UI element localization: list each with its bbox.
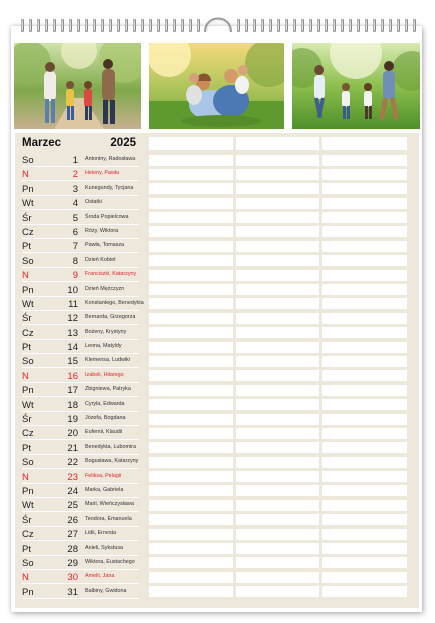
note-cell[interactable] (149, 169, 233, 180)
note-cell[interactable] (322, 298, 407, 309)
name-day-label: Benedykta, Lubomira (85, 443, 136, 450)
note-cell[interactable] (149, 543, 233, 554)
name-day-label: Józefa, Bogdana (85, 415, 126, 422)
note-cell[interactable] (236, 557, 319, 568)
day-number: 21 (67, 442, 78, 454)
day-row (15, 585, 419, 599)
name-day-label: Bożeny, Krystyny (85, 328, 127, 335)
note-cell[interactable] (322, 543, 407, 554)
note-cell[interactable] (236, 385, 319, 396)
name-day-label: Pawła, Tomasza (85, 242, 125, 249)
note-cell[interactable] (149, 557, 233, 568)
note-cell[interactable] (236, 284, 319, 295)
note-cell[interactable] (236, 183, 319, 194)
day-row (15, 542, 419, 556)
weekday-label: So (22, 557, 34, 569)
day-row (15, 556, 419, 570)
note-cell[interactable] (236, 241, 319, 252)
note-cell[interactable] (149, 428, 233, 439)
day-row (15, 369, 419, 383)
name-day-label: Feliksa, Pelagii (85, 472, 122, 479)
note-cell[interactable] (322, 241, 407, 252)
name-day-label: Leona, Matyldy (85, 343, 122, 350)
day-row (15, 340, 419, 354)
name-day-label: Balbiny, Gwidona (85, 587, 127, 594)
note-cell[interactable] (322, 414, 407, 425)
day-row (15, 311, 419, 325)
note-column-header (236, 137, 319, 150)
note-cell[interactable] (149, 241, 233, 252)
note-cell[interactable] (236, 169, 319, 180)
name-day-label: Konstantego, Benedykta (85, 299, 144, 306)
day-number: 5 (72, 212, 78, 224)
note-cell[interactable] (236, 342, 319, 353)
note-cell[interactable] (149, 529, 233, 540)
name-day-label: Dzień Kobiet (85, 256, 116, 263)
name-day-label: Marii, Wieńczysława (85, 501, 134, 508)
note-cell[interactable] (322, 529, 407, 540)
weekday-label: So (22, 457, 34, 469)
day-row (15, 182, 419, 196)
day-number: 16 (67, 370, 78, 382)
note-cell[interactable] (322, 557, 407, 568)
note-cell[interactable] (322, 514, 407, 525)
note-cell[interactable] (236, 457, 319, 468)
note-cell[interactable] (149, 586, 233, 597)
note-cell[interactable] (236, 543, 319, 554)
note-cell[interactable] (236, 298, 319, 309)
weekday-label: Wt (22, 399, 34, 411)
weekday-label: So (22, 155, 34, 166)
note-cell[interactable] (322, 212, 407, 223)
name-day-label: Dzień Mężczyzn (85, 285, 125, 292)
day-row (15, 513, 419, 527)
note-cell[interactable] (149, 342, 233, 353)
day-number: 6 (72, 226, 78, 238)
day-row (15, 455, 419, 469)
note-cell[interactable] (322, 255, 407, 266)
weekday-label: Pt (22, 241, 31, 253)
name-day-label: Antoniny, Radosława (85, 156, 136, 162)
weekday-label: Cz (22, 529, 34, 541)
weekday-label: Śr (22, 212, 32, 224)
day-number: 15 (67, 356, 78, 368)
day-number: 9 (72, 270, 78, 282)
day-row (15, 211, 419, 225)
day-row (15, 268, 419, 282)
note-cell[interactable] (149, 471, 233, 482)
note-cell[interactable] (149, 183, 233, 194)
weekday-label: Pt (22, 442, 31, 454)
weekday-label: Cz (22, 428, 34, 440)
note-cell[interactable] (236, 399, 319, 410)
day-row (15, 153, 419, 167)
day-row (15, 297, 419, 311)
note-cell[interactable] (236, 370, 319, 381)
note-cell[interactable] (149, 255, 233, 266)
note-cell[interactable] (149, 399, 233, 410)
note-cell[interactable] (236, 500, 319, 511)
day-row (15, 239, 419, 253)
note-column-header (322, 137, 407, 150)
day-number: 4 (72, 198, 78, 210)
year-title: 2025 (110, 137, 136, 149)
note-cell[interactable] (149, 198, 233, 209)
day-row (15, 470, 419, 484)
weekday-label: Wt (22, 298, 34, 310)
note-cell[interactable] (322, 500, 407, 511)
note-column-header (149, 137, 233, 150)
weekday-label: Wt (22, 500, 34, 512)
day-row (15, 441, 419, 455)
day-row (15, 527, 419, 541)
day-number: 31 (67, 586, 78, 598)
name-day-label: Bogusława, Katarzyny (85, 458, 139, 465)
note-cell[interactable] (322, 226, 407, 237)
name-day-label: Anieli, Sykstusa (85, 544, 124, 551)
note-cell[interactable] (236, 414, 319, 425)
note-cell[interactable] (236, 313, 319, 324)
name-day-label: Bernarda, Grzegorza (85, 314, 136, 321)
weekday-label: Pn (22, 284, 34, 296)
day-number: 10 (67, 284, 78, 296)
weekday-label: Cz (22, 327, 34, 339)
day-row (15, 354, 419, 368)
note-cell[interactable] (236, 255, 319, 266)
note-cell[interactable] (236, 572, 319, 583)
weekday-label: N (22, 270, 29, 282)
note-cell[interactable] (149, 226, 233, 237)
weekday-label: Śr (22, 414, 32, 426)
note-cell[interactable] (322, 399, 407, 410)
note-cell[interactable] (322, 155, 407, 166)
weekday-label: Pn (22, 586, 34, 598)
weekday-label: N (22, 169, 29, 181)
day-number: 26 (67, 514, 78, 526)
note-cell[interactable] (322, 428, 407, 439)
note-cell[interactable] (236, 356, 319, 367)
weekday-label: N (22, 471, 29, 483)
day-row (15, 167, 419, 181)
name-day-label: Lidii, Ernesta (85, 530, 117, 537)
note-cell[interactable] (236, 442, 319, 453)
name-day-label: Teodora, Emanuela (85, 515, 132, 522)
note-cell[interactable] (149, 414, 233, 425)
note-cell[interactable] (322, 485, 407, 496)
day-number: 20 (67, 428, 78, 440)
name-day-label: Heleny, Pawła (85, 170, 120, 177)
note-cell[interactable] (236, 212, 319, 223)
day-number: 12 (67, 313, 78, 325)
day-number: 29 (67, 557, 78, 569)
name-day-label: Kunegundy, Tycjana (85, 184, 134, 191)
name-day-label: Franciszki, Katarzyny (85, 271, 137, 278)
weekday-label: N (22, 370, 29, 382)
name-day-label: Środa Popielcowa (85, 213, 129, 220)
note-cell[interactable] (149, 457, 233, 468)
note-cell[interactable] (149, 212, 233, 223)
note-cell[interactable] (149, 356, 233, 367)
note-cell[interactable] (236, 485, 319, 496)
note-cell[interactable] (149, 514, 233, 525)
note-cell[interactable] (236, 270, 319, 281)
day-number: 25 (67, 500, 78, 512)
weekday-label: Pn (22, 183, 34, 195)
day-row (15, 225, 419, 239)
note-cell[interactable] (149, 485, 233, 496)
note-cell[interactable] (322, 457, 407, 468)
note-cell[interactable] (322, 356, 407, 367)
photo-family-walking (14, 43, 141, 129)
note-cell[interactable] (322, 270, 407, 281)
day-row (15, 412, 419, 426)
name-day-label: Izabeli, Hilarego (85, 371, 124, 378)
day-row (15, 283, 419, 297)
day-row (15, 426, 419, 440)
name-day-label: Marka, Gabriela (85, 486, 124, 493)
note-cell[interactable] (149, 385, 233, 396)
weekday-label: Cz (22, 226, 34, 238)
day-row (15, 326, 419, 340)
day-row (15, 570, 419, 584)
note-cell[interactable] (322, 572, 407, 583)
note-cell[interactable] (236, 155, 319, 166)
weekday-label: So (22, 356, 34, 368)
note-cell[interactable] (322, 183, 407, 194)
day-row (15, 498, 419, 512)
note-cell[interactable] (322, 313, 407, 324)
name-day-label: Eufemii, Klaudii (85, 429, 123, 436)
day-number: 11 (68, 298, 78, 310)
weekday-label: N (22, 572, 29, 584)
day-row (15, 383, 419, 397)
day-number: 23 (67, 471, 78, 483)
name-day-label: Róży, Wiktora (85, 227, 119, 234)
note-cell[interactable] (149, 500, 233, 511)
day-row (15, 398, 419, 412)
note-cell[interactable] (322, 327, 407, 338)
note-cell[interactable] (236, 226, 319, 237)
note-cell[interactable] (236, 471, 319, 482)
note-cell[interactable] (149, 284, 233, 295)
day-row (15, 484, 419, 498)
day-number: 28 (67, 543, 78, 555)
note-cell[interactable] (322, 586, 407, 597)
day-number: 24 (67, 485, 78, 497)
name-day-label: Klemensa, Ludwiki (85, 357, 130, 364)
note-cell[interactable] (322, 342, 407, 353)
note-cell[interactable] (236, 514, 319, 525)
day-number: 2 (72, 169, 78, 181)
note-cell[interactable] (236, 586, 319, 597)
note-cell[interactable] (149, 270, 233, 281)
note-cell[interactable] (149, 155, 233, 166)
note-cell[interactable] (236, 327, 319, 338)
day-number: 22 (67, 457, 78, 469)
weekday-label: Pt (22, 543, 31, 555)
photo-family-sitting (149, 43, 284, 129)
day-number: 27 (67, 529, 78, 541)
note-cell[interactable] (236, 529, 319, 540)
day-number: 30 (67, 572, 78, 584)
note-cell[interactable] (236, 198, 319, 209)
day-number: 19 (67, 414, 78, 426)
day-number: 8 (72, 255, 78, 267)
note-cell[interactable] (322, 169, 407, 180)
day-number: 7 (72, 241, 78, 253)
weekday-label: So (22, 255, 34, 267)
day-number: 17 (67, 385, 78, 397)
day-number: 13 (67, 327, 78, 339)
calendar-header (22, 137, 136, 151)
note-cell[interactable] (322, 370, 407, 381)
weekday-label: Śr (22, 313, 32, 325)
note-cell[interactable] (149, 442, 233, 453)
photo-family-running (292, 43, 420, 129)
name-day-label: Ostatki (85, 199, 102, 206)
name-day-label: Zbigniewa, Patryka (85, 386, 131, 393)
row-divider (22, 598, 139, 599)
day-number: 18 (67, 399, 78, 411)
weekday-label: Pn (22, 385, 34, 397)
note-cell[interactable] (322, 284, 407, 295)
weekday-label: Pn (22, 485, 34, 497)
month-title: Marzec (22, 137, 61, 149)
day-row (15, 196, 419, 210)
note-cell[interactable] (149, 313, 233, 324)
weekday-label: Śr (22, 514, 32, 526)
note-cell[interactable] (322, 198, 407, 209)
day-list (15, 153, 419, 599)
note-cell[interactable] (322, 385, 407, 396)
note-cell[interactable] (322, 442, 407, 453)
note-cell[interactable] (322, 471, 407, 482)
note-cell[interactable] (149, 327, 233, 338)
name-day-label: Wiktora, Eustachego (85, 558, 135, 565)
note-cell[interactable] (149, 572, 233, 583)
day-number: 14 (67, 342, 78, 354)
day-row (15, 254, 419, 268)
name-day-label: Cyryla, Edwarda (85, 400, 125, 407)
note-cell[interactable] (149, 298, 233, 309)
day-number: 3 (72, 183, 78, 195)
day-number: 1 (72, 155, 78, 166)
wall-hanger-icon (203, 8, 233, 34)
note-cell[interactable] (149, 370, 233, 381)
weekday-label: Wt (22, 198, 34, 210)
name-day-label: Amelii, Jana (85, 573, 115, 580)
note-cell[interactable] (236, 428, 319, 439)
weekday-label: Pt (22, 342, 31, 354)
